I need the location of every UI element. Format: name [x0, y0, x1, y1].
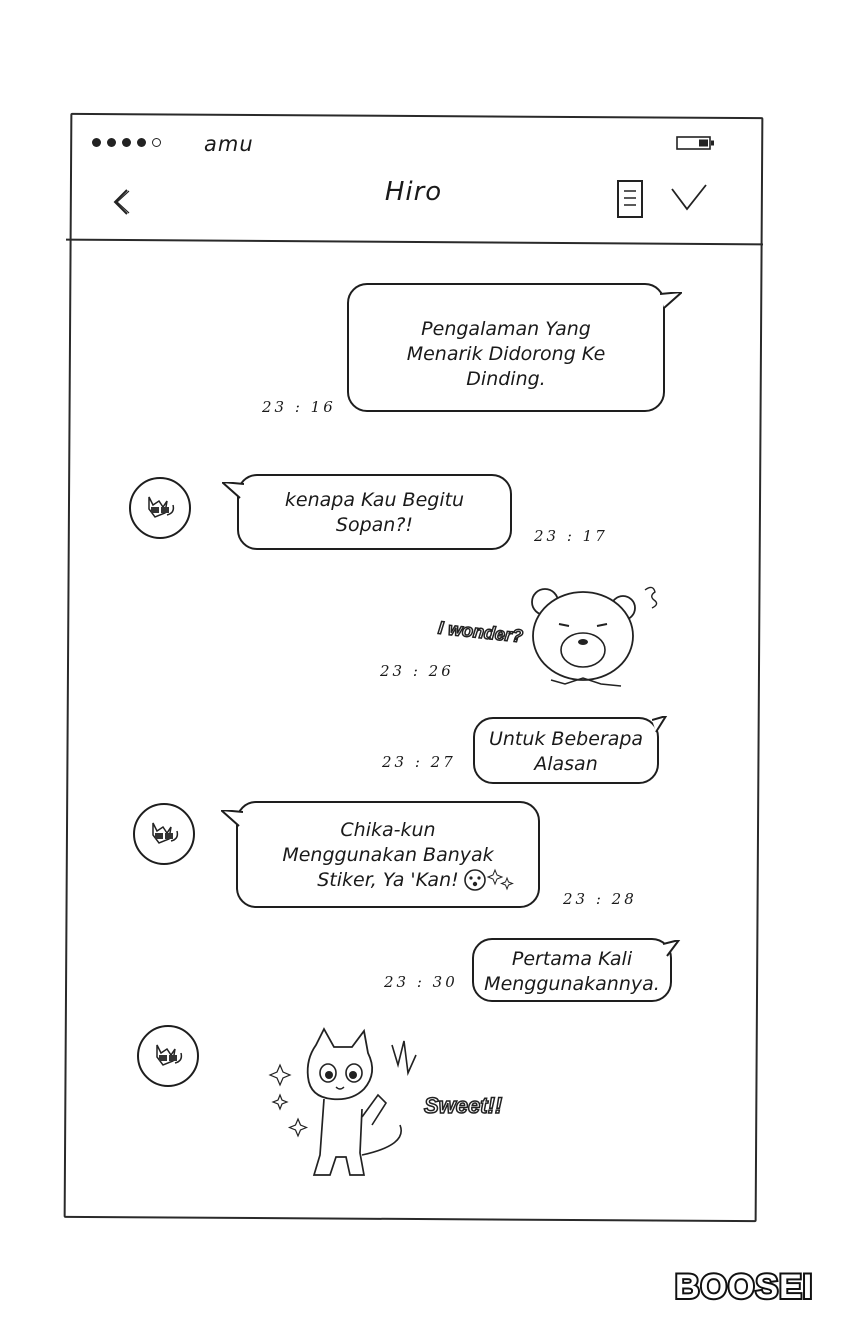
message-time: 23 : 16 [262, 398, 336, 416]
message-time: 23 : 30 [384, 973, 458, 991]
message-time: 23 : 28 [563, 890, 637, 908]
cat-avatar-icon [131, 479, 189, 537]
message-time: 23 : 17 [534, 527, 608, 545]
message-bubble-outgoing: Untuk Beberapa Alasan [473, 717, 659, 784]
message-time: 23 : 27 [382, 753, 456, 771]
message-bubble-incoming: kenapa Kau Begitu Sopan?! [237, 474, 512, 550]
bubble-tail [222, 482, 244, 500]
face-emoji-icon [461, 864, 521, 894]
chat-title: Hiro [384, 177, 443, 207]
carrier-name: amu [204, 132, 254, 156]
chat-header [67, 165, 760, 245]
bubble-tail [221, 810, 243, 828]
cat-sticker [268, 1025, 418, 1185]
avatar [129, 477, 191, 539]
cat-avatar-icon [139, 1027, 197, 1085]
battery-icon [676, 136, 716, 150]
message-bubble-outgoing: Pertama Kali Menggunakannya. [472, 938, 672, 1002]
bear-sticker [525, 580, 665, 692]
status-bar [92, 132, 732, 160]
avatar [137, 1025, 199, 1087]
bubble-tail [663, 940, 685, 958]
boosei-logo: BOOSEI [675, 1268, 814, 1306]
bubble-tail [660, 292, 682, 310]
avatar [133, 803, 195, 865]
notebook-icon[interactable] [615, 179, 645, 219]
message-bubble-outgoing: Pengalaman Yang Menarik Didorong Ke Dinding. [347, 283, 665, 412]
message-time: 23 : 26 [380, 662, 454, 680]
bubble-tail [652, 716, 674, 734]
cat-avatar-icon [135, 805, 193, 863]
message-bubble-incoming: Chika-kun Menggunakan Banyak Stiker, Ya 'Kan! [236, 801, 540, 908]
check-icon[interactable] [669, 181, 709, 215]
sticker-caption: I wonder? [437, 617, 524, 647]
signal-strength-icon [92, 138, 161, 147]
sticker-caption: Sweet!! [424, 1093, 503, 1118]
